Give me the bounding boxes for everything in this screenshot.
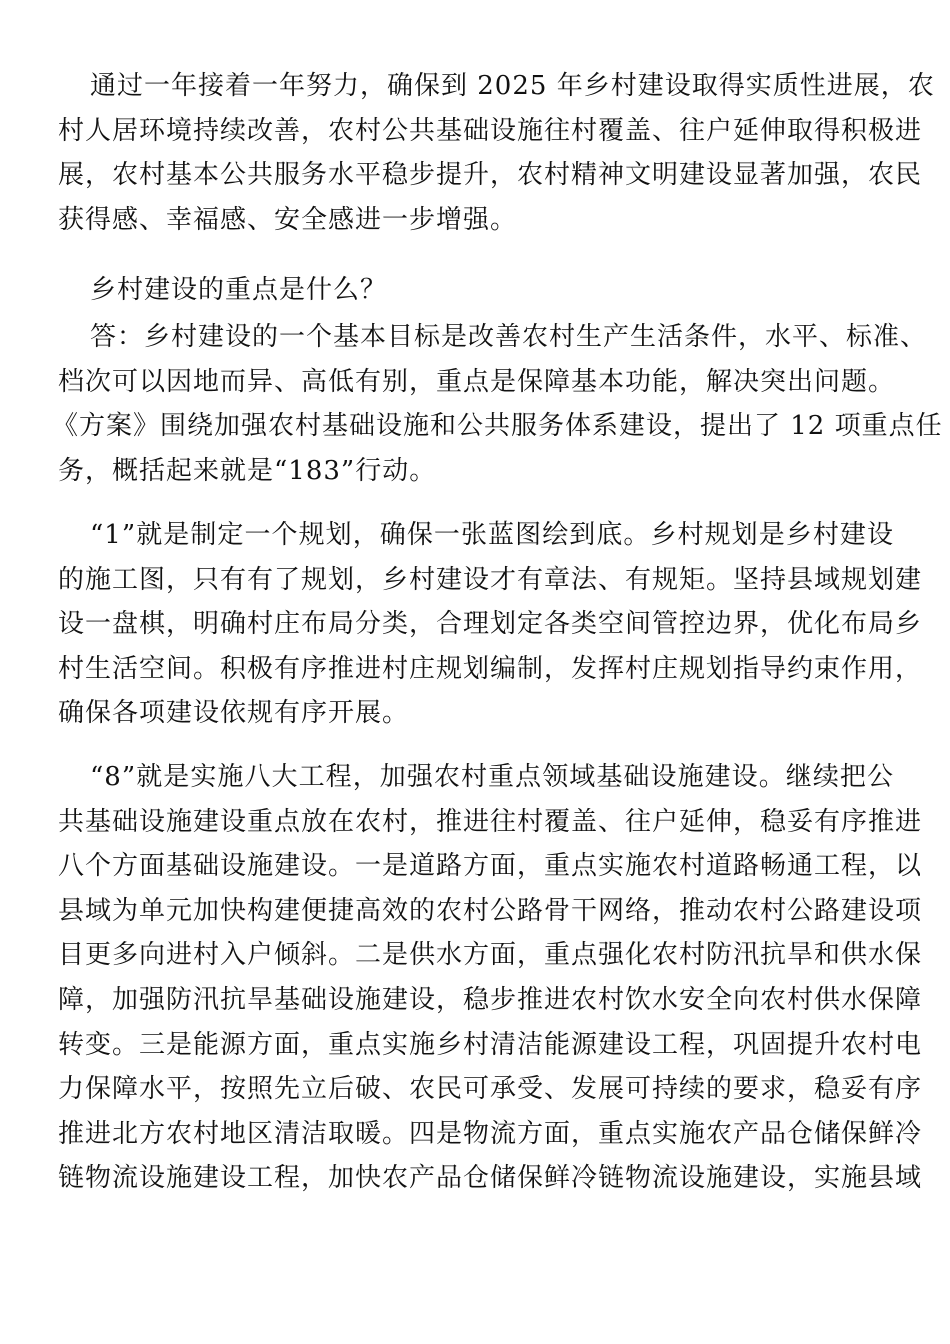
question-heading xyxy=(58,268,894,313)
paragraph-line: 力保障水平，按照先立后破、农民可承受、发展可持续的要求，稳妥有序 xyxy=(58,1074,923,1105)
paragraph-line: 转变。三是能源方面，重点实施乡村清洁能源建设工程，巩固提升农村电 xyxy=(58,1029,923,1060)
paragraph-line: 障，加强防汛抗旱基础设施建设，稳步推进农村饮水安全向农村供水保障 xyxy=(58,984,923,1015)
paragraph-plan xyxy=(58,513,923,736)
paragraph-line: 共基础设施建设重点放在农村，推进往村覆盖、往户延伸，稳妥有序推进 xyxy=(58,806,923,837)
paragraph-line: 八个方面基础设施建设。一是道路方面，重点实施农村道路畅通工程，以 xyxy=(58,851,923,882)
paragraph-line: “1”就是制定一个规划，确保一张蓝图绘到底。乡村规划是乡村建设 xyxy=(90,520,894,550)
paragraph-line: 设一盘棋，明确村庄布局分类，合理划定各类空间管控边界，优化布局乡 xyxy=(58,609,923,640)
paragraph-line: 村人居环境持续改善，农村公共基础设施往村覆盖、往户延伸取得积极进 xyxy=(58,115,923,146)
paragraph-line: 通过一年接着一年努力，确保到 2025 年乡村建设取得实质性进展，农 xyxy=(90,71,935,101)
paragraph-line: 村生活空间。积极有序推进村庄规划编制，发挥村庄规划指导约束作用， xyxy=(58,653,923,684)
paragraph-line: 确保各项建设依规有序开展。 xyxy=(58,698,410,729)
paragraph-line: 乡村建设的重点是什么？ xyxy=(90,275,388,305)
paragraph-eight-projects xyxy=(58,755,923,1201)
paragraph-line: 档次可以因地而异、高低有别，重点是保障基本功能，解决突出问题。 xyxy=(58,366,896,397)
paragraph-line: 答：乡村建设的一个基本目标是改善农村生产生活条件，水平、标准、 xyxy=(90,322,928,352)
paragraph-line: 的施工图，只有有了规划，乡村建设才有章法、有规矩。坚持县域规划建 xyxy=(58,564,923,595)
paragraph-line: 推进北方农村地区清洁取暖。四是物流方面，重点实施农产品仓储保鲜冷 xyxy=(58,1118,923,1149)
paragraph-line: 目更多向进村入户倾斜。二是供水方面，重点强化农村防汛抗旱和供水保 xyxy=(58,940,923,971)
paragraph-line: 县域为单元加快构建便捷高效的农村公路骨干网络，推动农村公路建设项 xyxy=(58,895,923,926)
paragraph-line: “8”就是实施八大工程，加强农村重点领域基础设施建设。继续把公 xyxy=(90,762,894,792)
paragraph-line: 链物流设施建设工程，加快农产品仓储保鲜冷链物流设施建设，实施县域 xyxy=(58,1163,923,1194)
paragraph-line: 获得感、幸福感、安全感进一步增强。 xyxy=(58,204,518,235)
paragraph-1 xyxy=(58,64,935,242)
answer-paragraph xyxy=(52,315,943,493)
paragraph-line: 展，农村基本公共服务水平稳步提升，农村精神文明建设显著加强，农民 xyxy=(58,160,923,191)
paragraph-line: 《方案》围绕加强农村基础设施和公共服务体系建设，提出了 12 项重点任 xyxy=(52,411,943,442)
paragraph-line: 务，概括起来就是“183”行动。 xyxy=(58,455,437,486)
